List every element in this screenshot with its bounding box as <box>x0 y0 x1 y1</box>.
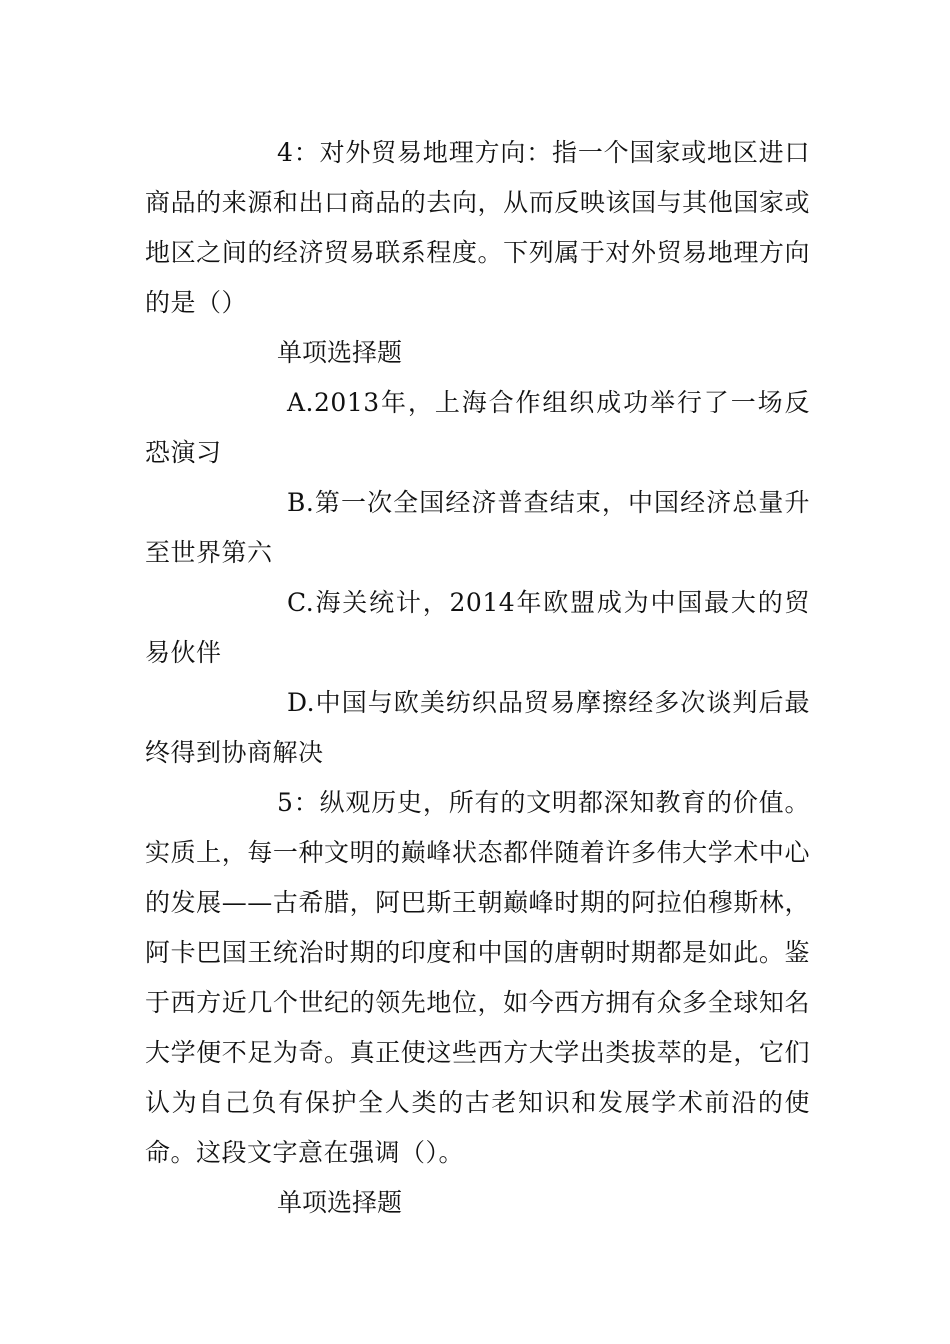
question-4-option-b: B.第一次全国经济普查结束，中国经济总量升至世界第六 <box>145 488 810 567</box>
question-4-text: 4：对外贸易地理方向：指一个国家或地区进口商品的来源和出口商品的去向，从而反映该国与其他国家或地区之间的经济贸易联系程度。下列属于对外贸易地理方向的是（） <box>145 138 810 317</box>
question-4-option-d: D.中国与欧美纺织品贸易摩擦经多次谈判后最终得到协商解决 <box>145 688 810 767</box>
question-4-option-c: C.海关统计，2014年欧盟成为中国最大的贸易伙伴 <box>145 588 810 667</box>
question-5-type: 单项选择题 <box>277 1188 403 1217</box>
question-5-text: 5：纵观历史，所有的文明都深知教育的价值。实质上，每一种文明的巅峰状态都伴随着许多伟大学术中心的发展——古希腊，阿巴斯王朝巅峰时期的阿拉伯穆斯林，阿卡巴国王统治时期的印度和中国的唐朝时期都是如此。鉴于西方近几个世纪的领先地位，如今西方拥有众多全球知名大学便不足为奇。真正使这些西方大学出类拔萃的是，它们认为自己负有保护全人类的古老知识和发展学术前沿的使命。这段文字意在强调（）。 <box>145 788 810 1167</box>
question-4-option-a: A.2013年，上海合作组织成功举行了一场反恐演习 <box>145 388 810 467</box>
question-4-type: 单项选择题 <box>277 338 403 367</box>
document-body <box>145 128 810 1228</box>
